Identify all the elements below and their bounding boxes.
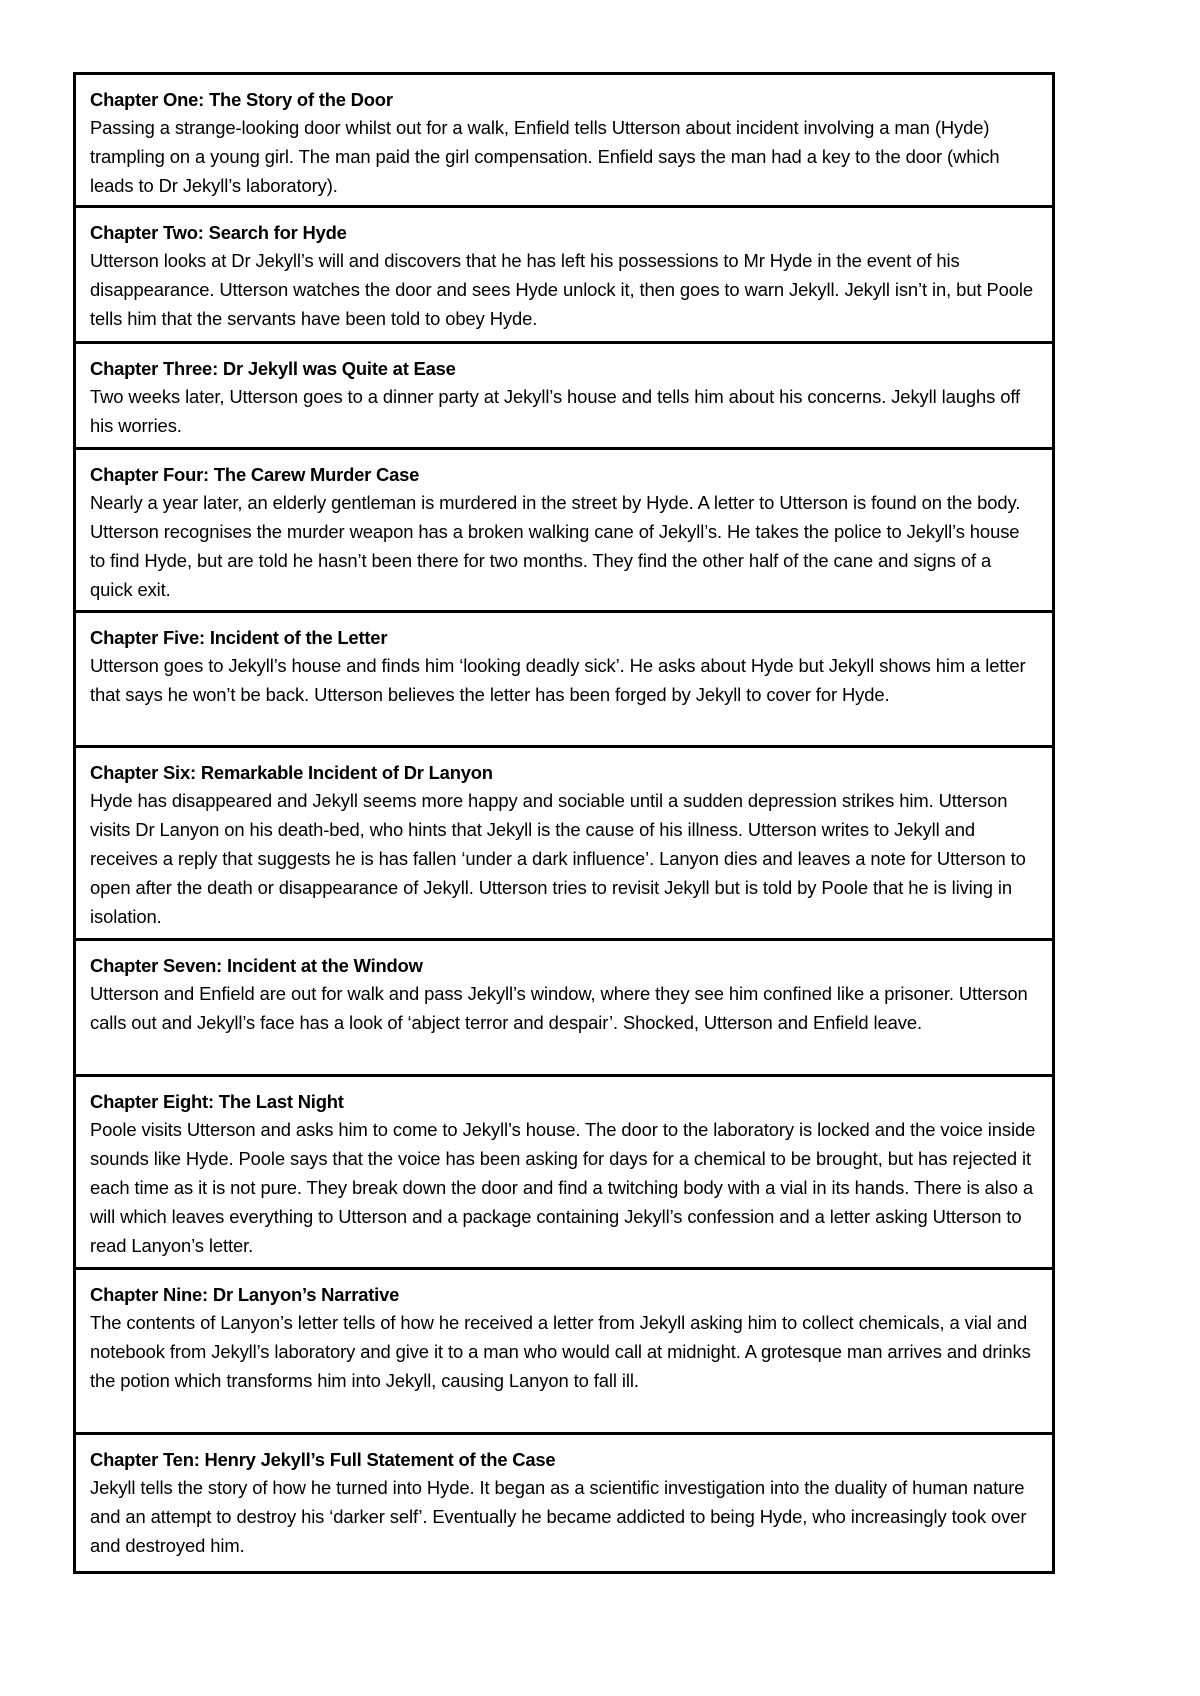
chapter-title: Chapter One: The Story of the Door (90, 89, 393, 110)
chapter-title: Chapter Seven: Incident at the Window (90, 955, 423, 976)
chapter-cell (76, 613, 1052, 748)
chapter-cell (76, 1270, 1052, 1435)
chapter-summary: Utterson looks at Dr Jekyll’s will and discovers that he has left his possessions to Mr Hyde in the event of his disappearance. Utterson watches the door and sees Hyde unlock it, then goes to warn Jekyll. Jekyll isn’t in, but Poole tells him that the servants have been told to obey Hyde. (90, 250, 1033, 329)
chapter-cell (76, 75, 1052, 208)
chapter-summary: Utterson goes to Jekyll’s house and finds him ‘looking deadly sick’. He asks about Hyde but Jekyll shows him a letter that says he won’t be back. Utterson believes the letter has been forged by Jekyll to cover for Hyde. (90, 655, 1026, 705)
chapter-cell (76, 450, 1052, 613)
chapter-summary: Jekyll tells the story of how he turned into Hyde. It began as a scientific investigation into the duality of human nature and an attempt to destroy his ‘darker self’. Eventually he became addicted to being Hyde, who increasingly took over and destroyed him. (90, 1477, 1027, 1556)
chapter-summary: Two weeks later, Utterson goes to a dinner party at Jekyll’s house and tells him about his concerns. Jekyll laughs off his worries. (90, 386, 1021, 436)
chapter-cell (76, 208, 1052, 344)
chapter-title: Chapter Ten: Henry Jekyll’s Full Statement of the Case (90, 1449, 556, 1470)
chapter-summary: Passing a strange-looking door whilst out for a walk, Enfield tells Utterson about incident involving a man (Hyde) trampling on a young girl. The man paid the girl compensation. Enfield says the man had a key to the door (which leads to Dr Jekyll’s laboratory). (90, 117, 1000, 196)
chapter-cell (76, 1435, 1052, 1571)
chapter-title: Chapter Nine: Dr Lanyon’s Narrative (90, 1284, 400, 1305)
chapter-title: Chapter Two: Search for Hyde (90, 222, 347, 243)
chapter-title: Chapter Three: Dr Jekyll was Quite at Ease (90, 358, 456, 379)
chapter-title: Chapter Five: Incident of the Letter (90, 627, 388, 648)
chapter-title: Chapter Six: Remarkable Incident of Dr Lanyon (90, 762, 493, 783)
chapter-cell (76, 344, 1052, 450)
chapter-summary: Utterson and Enfield are out for walk and pass Jekyll’s window, where they see him confined like a prisoner. Utterson calls out and Jekyll’s face has a look of ‘abject terror and despair’. Shocked, Utterson and Enfield leave. (90, 983, 1028, 1033)
chapter-summary: Hyde has disappeared and Jekyll seems more happy and sociable until a sudden depression strikes him. Utterson visits Dr Lanyon on his death-bed, who hints that Jekyll is the cause of his illness. Utterson writes to Jekyll and receives a reply that suggests he is has fallen ‘under a dark influence’. Lanyon dies and leaves a note for Utterson to open after the death or disappearance of Jekyll. Utterson tries to revisit Jekyll but is told by Poole that he is living in isolation. (90, 790, 1026, 927)
chapter-cell (76, 941, 1052, 1077)
chapter-title: Chapter Four: The Carew Murder Case (90, 464, 420, 485)
chapter-summary-table (73, 72, 1055, 1574)
chapter-title: Chapter Eight: The Last Night (90, 1091, 344, 1112)
chapter-summary: Poole visits Utterson and asks him to come to Jekyll’s house. The door to the laboratory is locked and the voice inside sounds like Hyde. Poole says that the voice has been asking for days for a chemical to be brought, but has rejected it each time as it is not pure. They break down the door and find a twitching body with a vial in its hands. There is also a will which leaves everything to Utterson and a package containing Jekyll’s confession and a letter asking Utterson to read Lanyon’s letter. (90, 1119, 1036, 1256)
chapter-summary: The contents of Lanyon’s letter tells of how he received a letter from Jekyll asking him to collect chemicals, a vial and notebook from Jekyll’s laboratory and give it to a man who would call at midnight. A grotesque man arrives and drinks the potion which transforms him into Jekyll, causing Lanyon to fall ill. (90, 1312, 1031, 1391)
chapter-cell (76, 748, 1052, 941)
chapter-summary: Nearly a year later, an elderly gentleman is murdered in the street by Hyde. A letter to Utterson is found on the body. Utterson recognises the murder weapon has a broken walking cane of Jekyll’s. He takes the police to Jekyll’s house to find Hyde, but are told he hasn’t been there for two months. They find the other half of the cane and signs of a quick exit. (90, 492, 1021, 600)
chapter-cell (76, 1077, 1052, 1270)
